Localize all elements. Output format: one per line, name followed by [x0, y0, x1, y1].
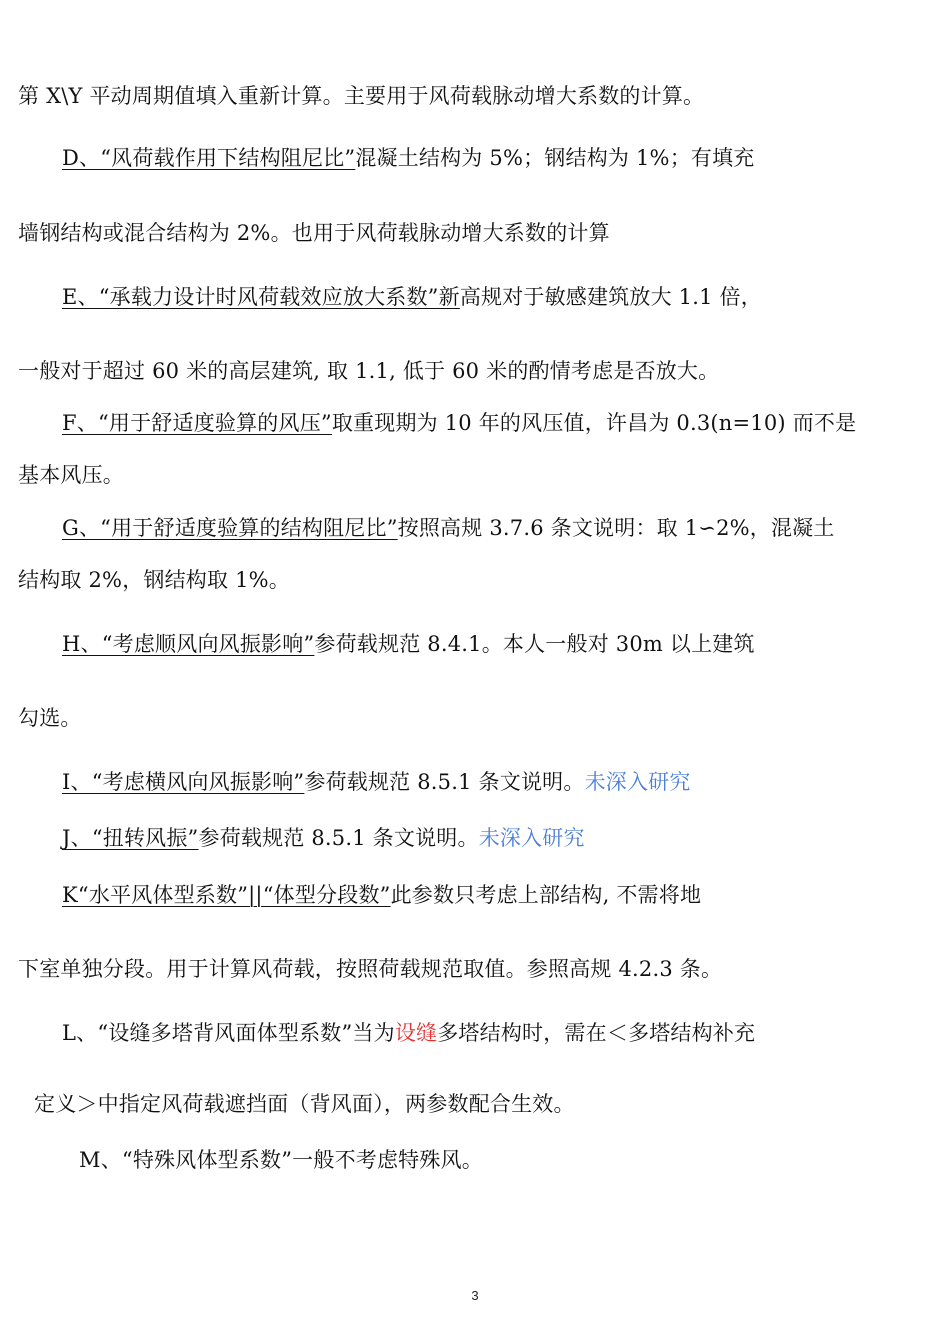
text: 第 X\Y 平动周期值填入重新计算。主要用于风荷载脉动增大系数的计算。 — [18, 84, 705, 108]
text-line-c-tail — [18, 82, 704, 110]
param-name-d: D、“风荷载作用下结构阻尼比” — [62, 146, 356, 170]
text-line-g-tail — [18, 566, 290, 594]
text-line-h-tail — [18, 704, 82, 732]
text: 高规对于敏感建筑放大 1.1 倍， — [459, 285, 762, 309]
text-line-l — [62, 1019, 755, 1047]
text: 墙钢结构或混合结构为 2%。也用于风荷载脉动增大系数的计算 — [18, 221, 610, 245]
text: 混凝土结构为 5%；钢结构为 1%；有填充 — [355, 146, 755, 170]
text-line-f — [62, 409, 856, 437]
note-not-researched: 未深入研究 — [478, 826, 585, 850]
page-number: 3 — [471, 1288, 479, 1303]
text-line-k — [62, 881, 701, 909]
text: 定义＞中指定风荷载遮挡面（背风面），两参数配合生效。 — [34, 1092, 575, 1116]
text-line-k-tail — [18, 955, 722, 983]
text: 下室单独分段。用于计算风荷载，按照荷载规范取值。参照高规 4.2.3 条。 — [18, 957, 723, 981]
text: 勾选。 — [18, 706, 82, 730]
param-name-g: G、“用于舒适度验算的结构阻尼比” — [62, 516, 398, 540]
text-line-l-tail — [34, 1090, 575, 1118]
text: M、“特殊风体型系数”一般不考虑特殊风。 — [79, 1148, 483, 1172]
highlight-seam: 设缝 — [394, 1021, 438, 1045]
text-line-g — [62, 514, 835, 542]
param-name-i: I、“考虑横风向风振影响” — [62, 770, 305, 794]
text: 参荷载规范 8.5.1 条文说明。 — [198, 826, 479, 850]
text-line-e — [62, 283, 762, 311]
text: L、“设缝多塔背风面体型系数”当为 — [62, 1021, 395, 1045]
text: 参荷载规范 8.5.1 条文说明。 — [304, 770, 585, 794]
note-not-researched: 未深入研究 — [584, 770, 691, 794]
param-name-e: E、“承载力设计时风荷载效应放大系数”新 — [62, 285, 460, 309]
text: 按照高规 3.7.6 条文说明：取 1∽2%，混凝土 — [397, 516, 835, 540]
text: 基本风压。 — [18, 463, 124, 487]
param-name-f: F、“用于舒适度验算的风压” — [62, 411, 332, 435]
text-line-j — [62, 824, 585, 852]
text-line-e-tail — [18, 357, 719, 385]
text-line-i — [62, 768, 691, 796]
param-name-j: J、“扭转风振” — [62, 826, 199, 850]
text-line-d — [62, 144, 755, 172]
text-line-f-tail — [18, 461, 124, 489]
param-name-k: K“水平风体型系数”||“体型分段数” — [62, 883, 391, 907]
text-line-m — [79, 1146, 483, 1174]
text: 一般对于超过 60 米的高层建筑, 取 1.1, 低于 60 米的酌情考虑是否放大。 — [18, 359, 720, 383]
text: 结构取 2%，钢结构取 1%。 — [18, 568, 290, 592]
param-name-h: H、“考虑顺风向风振影响” — [62, 632, 315, 656]
text: 此参数只考虑上部结构, 不需将地 — [390, 883, 702, 907]
text-line-d-tail — [18, 219, 610, 247]
text: 参荷载规范 8.4.1。本人一般对 30m 以上建筑 — [314, 632, 755, 656]
text: 多塔结构时，需在＜多塔结构补充 — [437, 1021, 756, 1045]
text: 取重现期为 10 年的风压值，许昌为 0.3(n=10) 而不是 — [331, 411, 857, 435]
text-line-h — [62, 630, 755, 658]
